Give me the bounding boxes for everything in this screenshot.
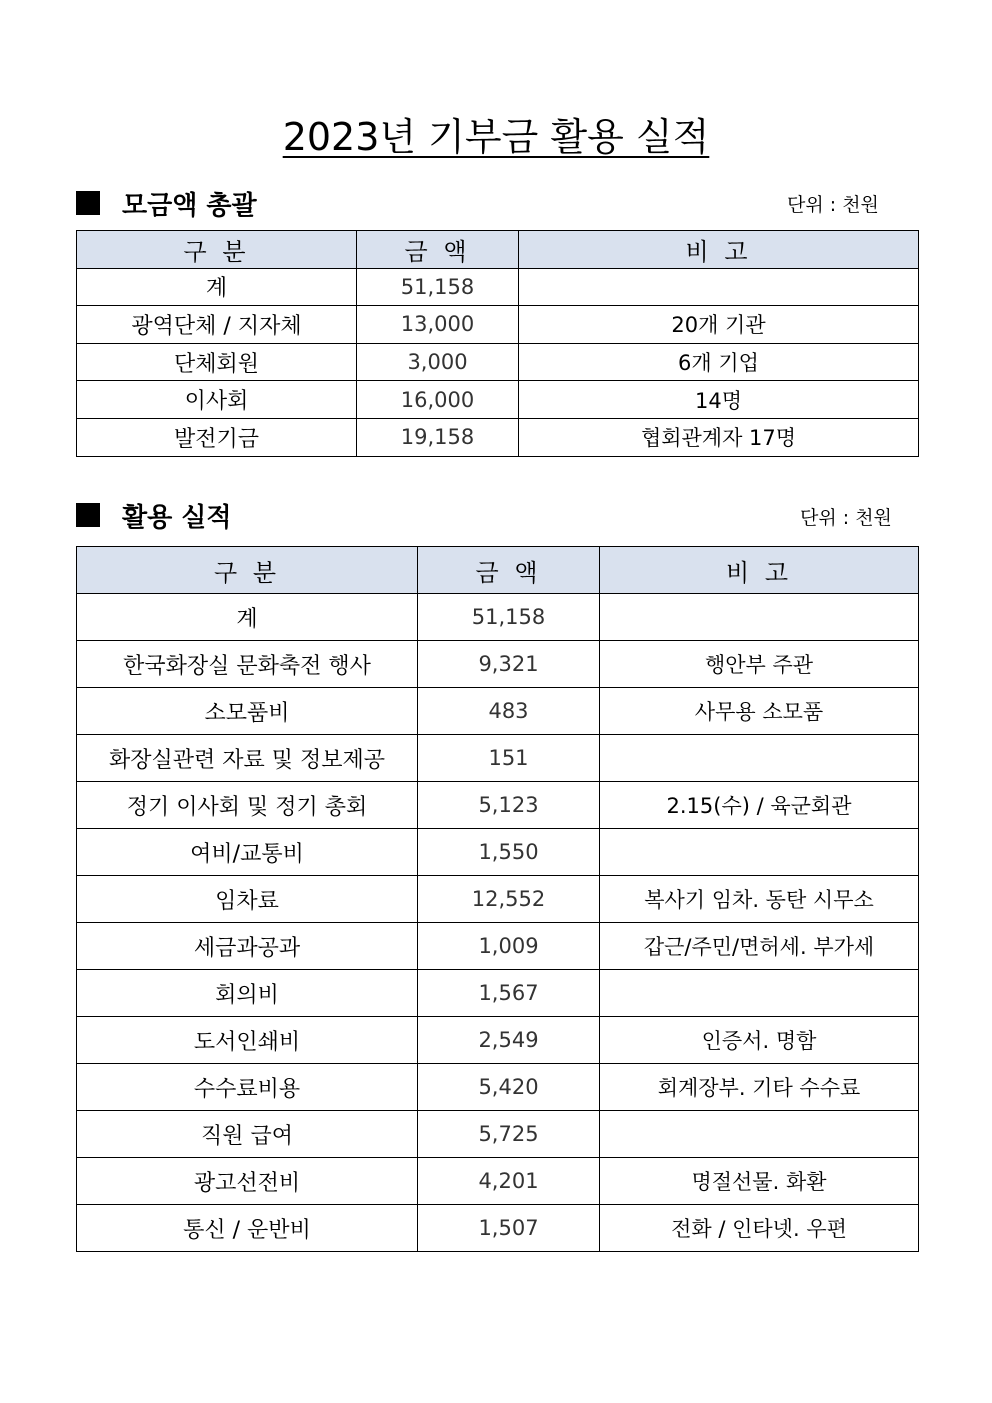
table-row — [77, 829, 919, 876]
row-amount: 5,420 — [418, 1064, 600, 1111]
row-note: 갑근/주민/면허세. 부가세 — [600, 923, 919, 970]
header-note: 비 고 — [519, 231, 919, 269]
row-category: 화장실관련 자료 및 정보제공 — [77, 735, 418, 782]
row-note — [600, 735, 919, 782]
row-category: 회의비 — [77, 970, 418, 1017]
row-category: 세금과공과 — [77, 923, 418, 970]
row-amount: 4,201 — [418, 1158, 600, 1205]
row-note: 회계장부. 기타 수수료 — [600, 1064, 919, 1111]
row-amount: 1,550 — [418, 829, 600, 876]
row-category: 계 — [77, 268, 357, 306]
header-amount: 금 액 — [418, 547, 600, 594]
row-amount: 9,321 — [418, 641, 600, 688]
table-row — [77, 876, 919, 923]
table-row — [77, 381, 919, 419]
table-row — [77, 970, 919, 1017]
table-row — [77, 735, 919, 782]
section2-unit: 단위 : 천원 — [800, 507, 892, 529]
row-note: 2.15(수) / 육군회관 — [600, 782, 919, 829]
section2-heading — [76, 497, 232, 533]
row-category: 여비/교통비 — [77, 829, 418, 876]
row-note: 20개 기관 — [519, 306, 919, 344]
row-note: 사무용 소모품 — [600, 688, 919, 735]
row-note: 협회관계자 17명 — [519, 418, 919, 456]
row-note — [600, 1111, 919, 1158]
table-row — [77, 418, 919, 456]
row-amount: 2,549 — [418, 1017, 600, 1064]
row-category: 광역단체 / 지자체 — [77, 306, 357, 344]
header-category: 구 분 — [77, 547, 418, 594]
row-category: 직원 급여 — [77, 1111, 418, 1158]
row-amount: 16,000 — [357, 381, 519, 419]
black-square-icon — [76, 503, 100, 527]
table-row — [77, 923, 919, 970]
table-row — [77, 641, 919, 688]
row-category: 단체회원 — [77, 343, 357, 381]
row-note: 명절선물. 화환 — [600, 1158, 919, 1205]
row-note: 6개 기업 — [519, 343, 919, 381]
row-category: 계 — [77, 594, 418, 641]
row-category: 소모품비 — [77, 688, 418, 735]
row-amount: 5,123 — [418, 782, 600, 829]
fundraising-summary-table — [76, 230, 919, 457]
row-category: 이사회 — [77, 381, 357, 419]
row-amount: 3,000 — [357, 343, 519, 381]
row-note — [600, 970, 919, 1017]
table-row — [77, 306, 919, 344]
table-row — [77, 1205, 919, 1252]
black-square-icon — [76, 191, 100, 215]
table-row — [77, 1064, 919, 1111]
table-row — [77, 1017, 919, 1064]
section1-unit: 단위 : 천원 — [787, 194, 879, 216]
row-amount: 151 — [418, 735, 600, 782]
row-amount: 13,000 — [357, 306, 519, 344]
row-category: 통신 / 운반비 — [77, 1205, 418, 1252]
row-category: 수수료비용 — [77, 1064, 418, 1111]
table-row — [77, 268, 919, 306]
row-category: 정기 이사회 및 정기 총회 — [77, 782, 418, 829]
header-category: 구 분 — [77, 231, 357, 269]
section1-heading-text: 모금액 총괄 — [122, 190, 257, 221]
row-amount: 12,552 — [418, 876, 600, 923]
row-note: 인증서. 명함 — [600, 1017, 919, 1064]
row-note: 전화 / 인타넷. 우편 — [600, 1205, 919, 1252]
row-category: 광고선전비 — [77, 1158, 418, 1205]
row-amount: 5,725 — [418, 1111, 600, 1158]
table-header-row — [77, 231, 919, 269]
row-category: 임차료 — [77, 876, 418, 923]
header-amount: 금 액 — [357, 231, 519, 269]
table-row — [77, 782, 919, 829]
row-note: 복사기 임차. 동탄 시무소 — [600, 876, 919, 923]
row-amount: 1,567 — [418, 970, 600, 1017]
usage-results-table — [76, 546, 919, 1252]
row-category: 도서인쇄비 — [77, 1017, 418, 1064]
section1-heading — [76, 185, 257, 221]
header-note: 비 고 — [600, 547, 919, 594]
table-row — [77, 688, 919, 735]
row-amount: 1,009 — [418, 923, 600, 970]
row-amount: 1,507 — [418, 1205, 600, 1252]
table-row — [77, 594, 919, 641]
row-amount: 19,158 — [357, 418, 519, 456]
row-amount: 483 — [418, 688, 600, 735]
table-row — [77, 343, 919, 381]
row-category: 한국화장실 문화축전 행사 — [77, 641, 418, 688]
row-note: 행안부 주관 — [600, 641, 919, 688]
row-amount: 51,158 — [418, 594, 600, 641]
page-title: 2023년 기부금 활용 실적 — [282, 115, 710, 159]
table-header-row — [77, 547, 919, 594]
row-note — [600, 829, 919, 876]
table-row — [77, 1111, 919, 1158]
section2-heading-text: 활용 실적 — [122, 502, 232, 533]
row-category: 발전기금 — [77, 418, 357, 456]
row-amount: 51,158 — [357, 268, 519, 306]
table-row — [77, 1158, 919, 1205]
row-note: 14명 — [519, 381, 919, 419]
row-note — [600, 594, 919, 641]
row-note — [519, 268, 919, 306]
